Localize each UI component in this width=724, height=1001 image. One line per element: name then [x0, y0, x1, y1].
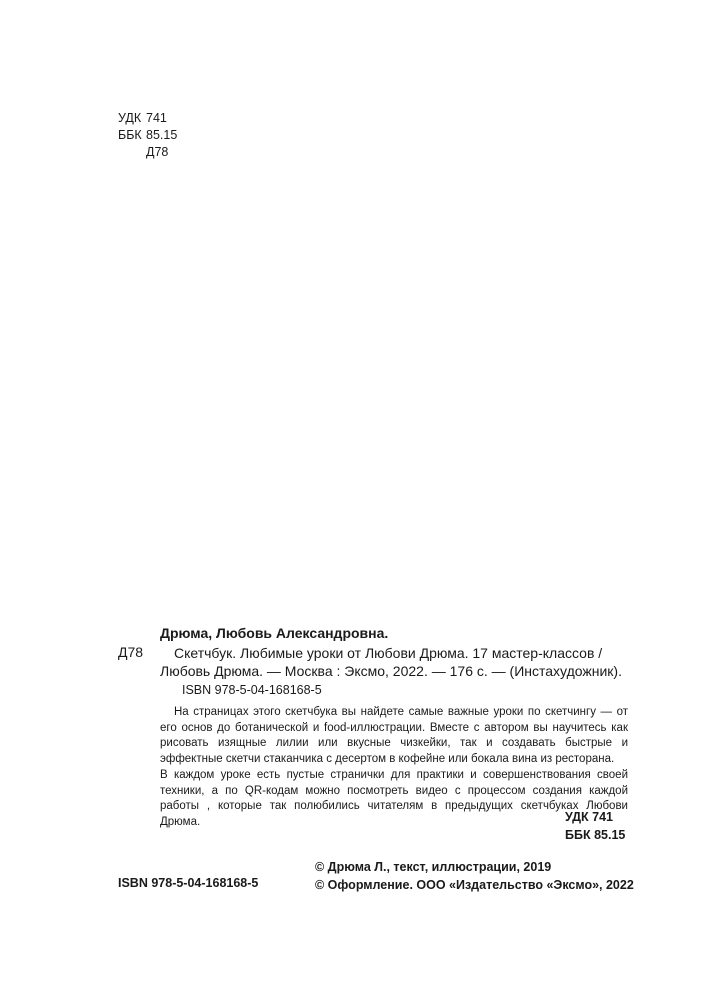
author-mark: Д78: [146, 145, 169, 159]
author-heading: Дрюма, Любовь Александровна.: [160, 625, 389, 641]
annotation-paragraph-2: В каждом уроке есть пустые странички для практики и совершенствования своей техники, а по QR-кодам можно посмотреть видео с процессом создания каждой работы , которые так полюбились читателям в предыдущих скетчбуках Любови Дрюма.: [160, 768, 628, 828]
udk-bottom: УДК 741: [565, 810, 614, 824]
bbk-label: ББК: [118, 128, 142, 142]
annotation-paragraph-1: На страницах этого скетчбука вы найдете самые важные уроки по скетчингу — от его основ до ботанической и food-иллюстрации. Вместе с автором вы научитесь как рисовать изящные лилии или вкусные чизкейки, так и создавать быстрые и эффектные скетчи стаканчика с десертом в кофейне или бокала вина из ресторана.: [160, 706, 628, 766]
author-mark-left: Д78: [118, 644, 144, 660]
isbn-inline: ISBN 978-5-04-168168-5: [182, 683, 322, 697]
bbk-value: 85.15: [146, 128, 178, 142]
udk-label: УДК: [118, 111, 142, 125]
bibliographic-title: [160, 644, 640, 680]
udk-value: 741: [146, 111, 167, 125]
isbn-bottom: ISBN 978-5-04-168168-5: [118, 876, 259, 890]
copyright-line-1: © Дрюма Л., текст, иллюстрации, 2019: [315, 860, 552, 874]
classification-top: [118, 110, 177, 161]
title-line-1: Скетчбук. Любимые уроки от Любови Дрюма. 17 мастер-классов /: [174, 645, 603, 661]
classification-bottom: [565, 808, 625, 844]
copyright: [315, 858, 634, 894]
bbk-bottom: ББК 85.15: [565, 828, 626, 842]
title-line-2: Любовь Дрюма. — Москва : Эксмо, 2022. — 176 с. — (Инстахудожник).: [160, 663, 622, 679]
copyright-line-2: © Оформление. ООО «Издательство «Эксмо», 2022: [315, 878, 634, 892]
annotation: [160, 705, 628, 831]
